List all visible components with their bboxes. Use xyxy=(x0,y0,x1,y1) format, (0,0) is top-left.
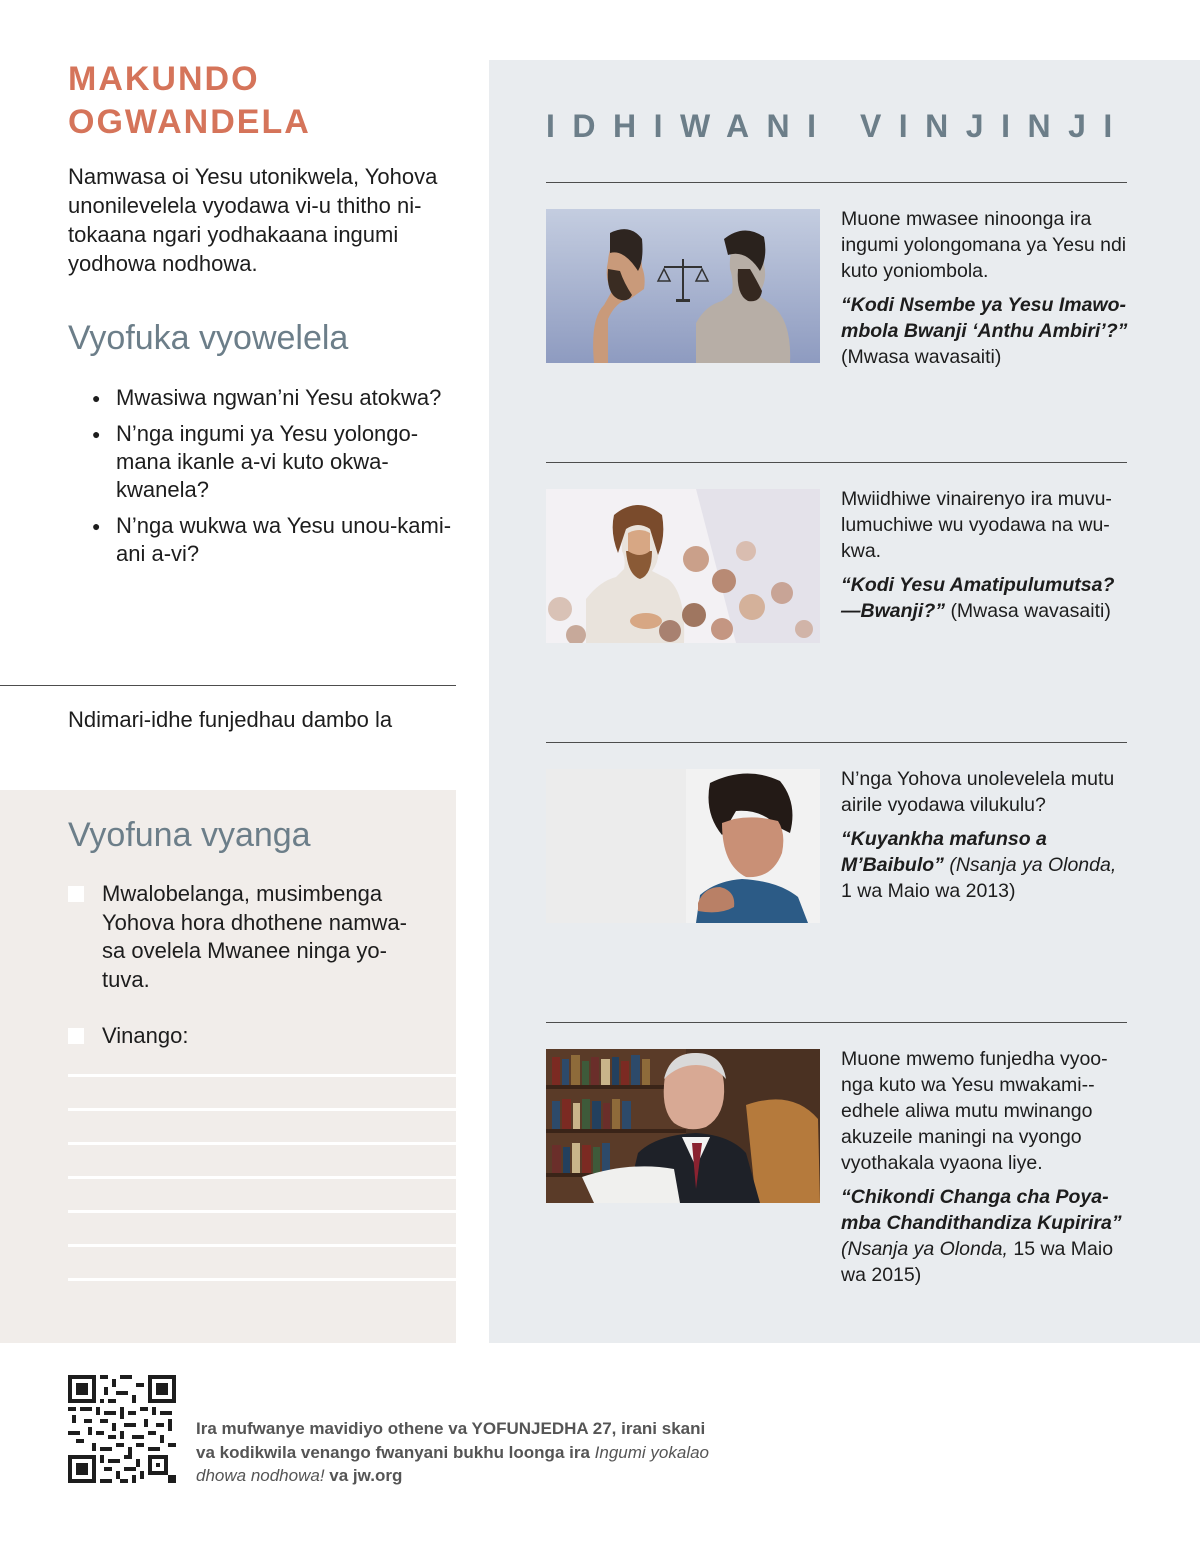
article-link-title[interactable]: “Kuyankha mafunso a M’Baibulo” xyxy=(841,828,1047,876)
goal-text: Vinango: xyxy=(102,1023,189,1048)
article-text: N’nga Yohova unolevelela mutu airile vyodawa vilukulu? xyxy=(841,768,1115,816)
date-line: Ndimari-idhe funjedhau dambo la xyxy=(68,707,393,732)
goals-panel xyxy=(0,790,456,1343)
divider xyxy=(546,742,1127,743)
article-link-title[interactable]: “Kodi Nsembe ya Yesu Imawo-mbola Bwanji ‘Anthu Ambiri’?” xyxy=(841,294,1128,342)
article-source: (Mwasa wavasaiti) xyxy=(841,346,1002,368)
review-question: ● Mwasiwa ngwan’ni Yesu atokwa? xyxy=(92,384,462,412)
summary-text: Namwasa oi Yesu utonikwela, Yohova unonilevelela vyodawa vi-u thitho ni-tokaana ngari yodhakaana ingumi yodhowa nodhowa. xyxy=(68,164,438,276)
checkbox[interactable] xyxy=(68,1028,84,1044)
article-card[interactable] xyxy=(841,766,1131,904)
review-title: Vyofuka vyowelela xyxy=(68,319,349,357)
divider xyxy=(546,182,1127,183)
article-card[interactable] xyxy=(841,486,1131,624)
writing-line[interactable] xyxy=(68,1108,456,1111)
writing-line[interactable] xyxy=(68,1176,456,1179)
writing-line[interactable] xyxy=(68,1278,456,1281)
article-link-title[interactable]: “Chikondi Changa cha Poya-mba Chandithandiza Kupirira” xyxy=(841,1186,1122,1234)
jesus-with-people-illustration[interactable] xyxy=(546,489,820,643)
writing-line[interactable] xyxy=(68,1244,456,1247)
footer-instructions: Ira mufwanye mavidiyo othene va YOFUNJEDHA 27, irani skani va kodikwila venango fwanyani bukhu loonga ira xyxy=(196,1419,706,1462)
explore-title: IDHIWANI VINJINJI xyxy=(546,108,1130,144)
article-source: 1 wa Maio wa 2013) xyxy=(841,880,1016,902)
website-link[interactable]: va jw.org xyxy=(329,1466,403,1485)
article-source: (Mwasa wavasaiti) xyxy=(950,600,1111,622)
review-question: ● N’nga wukwa wa Yesu unou-kami-ani a-vi? xyxy=(92,512,462,568)
divider xyxy=(546,462,1127,463)
checkbox[interactable] xyxy=(68,886,84,902)
ransom-illustration[interactable] xyxy=(546,209,820,363)
article-source-publication: (Nsanja ya Olonda, xyxy=(841,1238,1008,1260)
review-question: ● N’nga ingumi ya Yesu yolongo-mana ikanle a-vi kuto okwa-kwanela? xyxy=(92,420,462,504)
footer-text xyxy=(196,1417,716,1488)
summary-title: MAKUNDO OGWANDELA xyxy=(68,60,311,141)
article-source-publication: (Nsanja ya Olonda, xyxy=(949,854,1117,876)
man-praying-photo[interactable] xyxy=(546,769,820,923)
goal-item[interactable] xyxy=(68,880,428,994)
article-source: 15 wa Maio wa 2015) xyxy=(841,1238,1114,1286)
qr-code-icon[interactable] xyxy=(68,1375,176,1483)
book-title: Ingumi yokalao dhowa nodhowa! xyxy=(196,1442,709,1485)
goals-title: Vyofuna vyanga xyxy=(68,816,311,854)
man-reading-photo[interactable] xyxy=(546,1049,820,1203)
writing-line[interactable] xyxy=(68,1210,456,1213)
writing-line[interactable] xyxy=(68,1074,456,1077)
goal-text: Mwalobelanga, musimbenga Yohova hora dhothene namwa-sa ovelela Mwanee ninga yo-tuva. xyxy=(102,881,407,992)
article-card[interactable] xyxy=(841,1046,1131,1288)
article-text: Mwiidhiwe vinairenyo ira muvu-lumuchiwe wu vyodawa na wu-kwa. xyxy=(841,488,1112,562)
writing-line[interactable] xyxy=(68,1142,456,1145)
divider xyxy=(0,685,456,686)
divider xyxy=(546,1022,1127,1023)
article-text: Muone mwemo funjedha vyoo-nga kuto wa Yesu mwakami--edhele aliwa mutu mwinango akuzeile maningi na vyongo vyothakala vyaona liye. xyxy=(841,1048,1108,1174)
goal-item[interactable] xyxy=(68,1022,428,1051)
article-link-title[interactable]: “Kodi Yesu Amatipulumutsa? —Bwanji?” xyxy=(841,574,1115,622)
article-text: Muone mwasee ninoonga ira ingumi yolongomana ya Yesu ndi kuto yoniombola. xyxy=(841,208,1127,282)
review-questions xyxy=(92,384,462,576)
article-card[interactable] xyxy=(841,206,1131,370)
